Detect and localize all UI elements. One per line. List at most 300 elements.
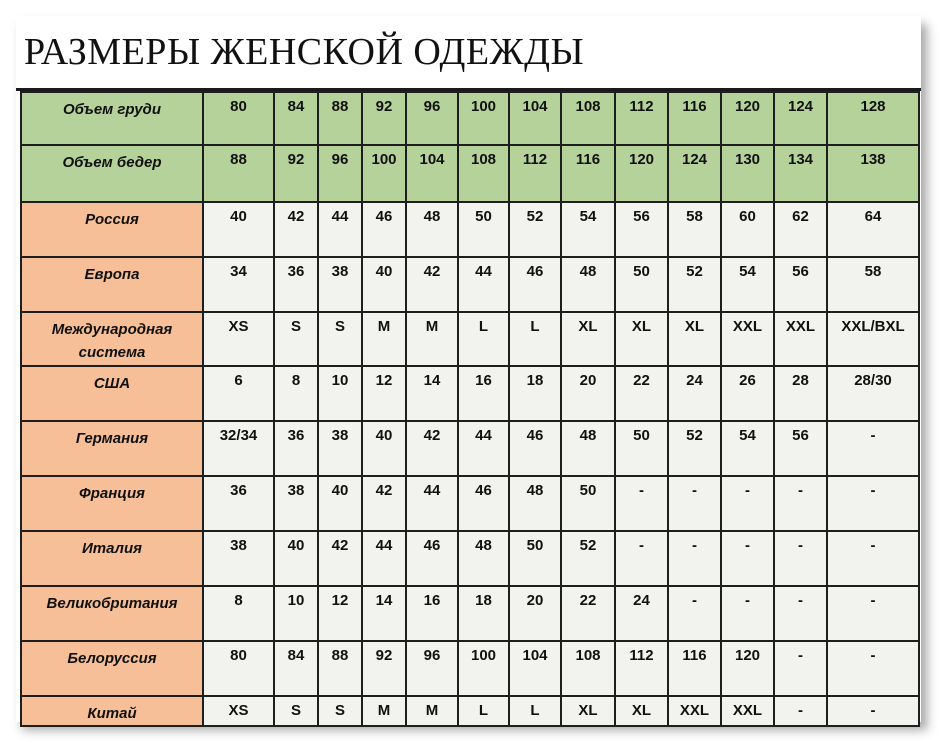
size-value: 108 [575, 98, 601, 115]
size-cell [509, 257, 561, 312]
size-value: 38 [331, 427, 349, 444]
row-label-text: Белоруссия [67, 650, 157, 667]
size-cell [203, 531, 274, 586]
size-cell [318, 531, 362, 586]
size-value: 22 [633, 372, 650, 389]
size-cell [615, 202, 668, 257]
size-value: 48 [526, 482, 544, 499]
size-cell [774, 366, 827, 421]
size-cell [561, 476, 615, 531]
size-value: 8 [234, 592, 243, 609]
size-cell [721, 312, 774, 366]
size-cell [458, 145, 509, 202]
size-cell [203, 366, 274, 421]
size-value: 28/30 [854, 372, 892, 389]
size-cell [203, 202, 274, 257]
size-value: 92 [287, 151, 305, 168]
size-cell [274, 366, 318, 421]
table-row [21, 257, 919, 312]
size-cell [509, 202, 561, 257]
size-value: 42 [375, 482, 393, 499]
size-value: 44 [475, 427, 492, 444]
size-value: XXL [732, 702, 763, 719]
size-cell [274, 145, 318, 202]
size-value: 96 [331, 151, 349, 168]
size-cell [458, 202, 509, 257]
size-cell [615, 366, 668, 421]
size-cell [458, 696, 509, 726]
size-cell [561, 641, 615, 696]
size-cell [406, 586, 458, 641]
size-cell [827, 92, 919, 145]
size-value: 104 [522, 98, 548, 115]
size-value: 42 [331, 537, 349, 554]
row-label-text: Россия [85, 211, 139, 228]
size-value: M [425, 318, 439, 335]
size-cell [561, 586, 615, 641]
size-cell [318, 312, 362, 366]
size-cell [318, 586, 362, 641]
size-cell [668, 312, 721, 366]
size-value: 56 [792, 263, 809, 280]
size-value: 20 [579, 372, 597, 389]
size-cell [668, 696, 721, 726]
size-value: XXL [679, 702, 710, 719]
size-cell [615, 696, 668, 726]
size-value: M [377, 318, 391, 335]
size-value: - [870, 647, 876, 664]
size-cell [458, 531, 509, 586]
size-cell [668, 92, 721, 145]
size-value: 130 [734, 151, 761, 168]
size-value: - [639, 537, 644, 554]
size-value: 46 [423, 537, 441, 554]
size-value: XL [684, 318, 705, 335]
size-cell [274, 696, 318, 726]
size-cell [827, 257, 919, 312]
size-value: 88 [230, 151, 247, 168]
size-cell [721, 92, 774, 145]
size-cell [406, 366, 458, 421]
size-cell [509, 145, 561, 202]
size-value: 56 [792, 427, 809, 444]
row-label [21, 202, 203, 257]
size-value: 58 [864, 263, 882, 280]
size-value: 52 [579, 537, 597, 554]
size-cell [615, 312, 668, 366]
size-value: 100 [470, 647, 497, 664]
size-cell [827, 476, 919, 531]
size-cell [827, 641, 919, 696]
size-cell [406, 641, 458, 696]
size-value: 124 [787, 98, 814, 115]
size-cell [615, 586, 668, 641]
size-value: 48 [579, 263, 597, 280]
row-label-text: Объем бедер [62, 154, 162, 171]
size-cell [827, 366, 919, 421]
size-value: 14 [423, 372, 441, 389]
size-value: 14 [375, 592, 393, 609]
size-cell [274, 531, 318, 586]
size-cell [362, 696, 406, 726]
size-cell [362, 421, 406, 476]
size-value: - [870, 482, 876, 499]
size-value: 104 [522, 647, 548, 664]
size-cell [318, 92, 362, 145]
size-cell [721, 586, 774, 641]
size-value: 48 [475, 537, 492, 554]
size-cell [318, 641, 362, 696]
size-value: 40 [375, 427, 393, 444]
size-value: 124 [681, 151, 708, 168]
size-value: 52 [686, 263, 703, 280]
size-cell [561, 145, 615, 202]
size-value: - [798, 482, 803, 499]
size-value: 38 [230, 537, 247, 554]
row-label [21, 531, 203, 586]
size-value: 34 [230, 263, 247, 280]
size-value: XL [578, 318, 598, 335]
size-cell [721, 257, 774, 312]
size-value: 6 [234, 372, 243, 389]
size-table [20, 91, 920, 727]
size-cell [203, 257, 274, 312]
size-cell [827, 531, 919, 586]
size-value: - [745, 482, 750, 499]
size-value: 112 [522, 151, 548, 168]
size-value: 88 [331, 98, 349, 115]
size-cell [318, 366, 362, 421]
size-value: XXL/BXL [841, 318, 905, 335]
table-row [21, 421, 919, 476]
size-cell [668, 421, 721, 476]
size-cell [458, 257, 509, 312]
size-cell [318, 696, 362, 726]
size-cell [721, 421, 774, 476]
size-value: 64 [864, 208, 882, 225]
size-cell [774, 92, 827, 145]
size-cell [509, 312, 561, 366]
size-cell [362, 92, 406, 145]
table-row [21, 145, 919, 202]
size-value: 52 [686, 427, 703, 444]
size-cell [458, 92, 509, 145]
size-value: 42 [423, 427, 441, 444]
size-value: 50 [475, 208, 492, 225]
size-value: 46 [526, 263, 544, 280]
size-value: 22 [579, 592, 597, 609]
size-cell [615, 257, 668, 312]
size-cell [362, 312, 406, 366]
size-value: - [870, 592, 876, 609]
size-cell [509, 641, 561, 696]
size-value: 24 [633, 592, 650, 609]
size-cell [668, 476, 721, 531]
size-cell [406, 257, 458, 312]
size-value: 50 [633, 427, 650, 444]
size-cell [561, 366, 615, 421]
size-cell [362, 202, 406, 257]
size-value: 10 [287, 592, 305, 609]
size-value: 28 [792, 372, 809, 389]
size-cell [406, 421, 458, 476]
row-label-text: Великобритания [46, 595, 178, 612]
row-label [21, 696, 203, 726]
size-value: 40 [331, 482, 349, 499]
size-cell [509, 476, 561, 531]
size-cell [615, 531, 668, 586]
row-label-text: Франция [79, 485, 145, 502]
size-cell [615, 92, 668, 145]
size-cell [318, 145, 362, 202]
size-value: 60 [739, 208, 756, 225]
size-value: 56 [633, 208, 650, 225]
page-title: РАЗМЕРЫ ЖЕНСКОЙ ОДЕЖДЫ [24, 31, 585, 73]
size-cell [458, 641, 509, 696]
size-cell [668, 366, 721, 421]
size-cell [274, 476, 318, 531]
size-value: - [692, 592, 697, 609]
table-row [21, 92, 919, 145]
size-cell [509, 586, 561, 641]
size-cell [615, 641, 668, 696]
size-value: 42 [287, 208, 305, 225]
size-cell [274, 92, 318, 145]
size-cell [406, 312, 458, 366]
size-cell [827, 586, 919, 641]
size-value: 100 [470, 98, 497, 115]
size-value: - [692, 537, 697, 554]
size-cell [561, 92, 615, 145]
row-label-text: США [93, 375, 131, 392]
size-value: 134 [787, 151, 814, 168]
size-value: 10 [331, 372, 349, 389]
table-row [21, 202, 919, 257]
size-cell [203, 476, 274, 531]
size-cell [318, 202, 362, 257]
size-value: 112 [629, 647, 654, 664]
size-value: 8 [291, 372, 301, 389]
size-value: - [798, 537, 803, 554]
size-cell [668, 641, 721, 696]
size-value: 46 [375, 208, 393, 225]
size-value: 54 [739, 263, 756, 280]
row-label-text: Объем груди [63, 101, 161, 118]
size-value: 116 [682, 647, 707, 664]
size-cell [774, 696, 827, 726]
size-value: XS [228, 318, 249, 335]
size-value: 116 [682, 98, 707, 115]
size-cell [274, 202, 318, 257]
size-value: 52 [526, 208, 544, 225]
size-value: 92 [375, 647, 393, 664]
size-cell [721, 366, 774, 421]
size-cell [721, 476, 774, 531]
row-label-text: Италия [82, 540, 142, 557]
row-label-text: Китай [87, 705, 137, 722]
size-value: 100 [371, 151, 397, 168]
size-cell [615, 476, 668, 531]
size-value: - [745, 537, 750, 554]
size-value: 46 [526, 427, 544, 444]
row-label [21, 641, 203, 696]
size-cell [721, 641, 774, 696]
size-value: 18 [526, 372, 544, 389]
size-cell [774, 202, 827, 257]
size-cell [827, 421, 919, 476]
row-label-text: Международная система [51, 321, 173, 361]
row-label [21, 366, 203, 421]
size-value: 24 [686, 372, 703, 389]
size-value: XL [631, 318, 652, 335]
size-cell [203, 312, 274, 366]
size-value: 48 [423, 208, 441, 225]
row-label [21, 312, 203, 366]
size-cell [721, 145, 774, 202]
size-cell [774, 586, 827, 641]
size-value: 32/34 [219, 427, 258, 444]
size-cell [774, 641, 827, 696]
size-value: 108 [470, 151, 497, 168]
size-value: 44 [423, 482, 441, 499]
size-value: 84 [287, 98, 305, 115]
size-cell [615, 421, 668, 476]
size-value: 108 [575, 647, 601, 664]
size-value: 50 [633, 263, 650, 280]
size-value: 116 [575, 151, 601, 168]
size-value: 40 [375, 263, 393, 280]
table-row [21, 586, 919, 641]
size-value: 16 [475, 372, 492, 389]
size-value: 38 [287, 482, 305, 499]
size-cell [561, 531, 615, 586]
size-value: 54 [579, 208, 597, 225]
size-cell [406, 696, 458, 726]
size-cell [203, 696, 274, 726]
size-value: 120 [734, 647, 761, 664]
size-value: 120 [734, 98, 761, 115]
size-value: XXL [732, 318, 763, 335]
size-cell [827, 202, 919, 257]
size-value: 42 [423, 263, 441, 280]
size-value: 44 [375, 537, 393, 554]
size-cell [274, 257, 318, 312]
size-cell [827, 145, 919, 202]
size-cell [561, 202, 615, 257]
size-cell [458, 476, 509, 531]
size-value: - [692, 482, 697, 499]
size-cell [668, 145, 721, 202]
size-cell [406, 531, 458, 586]
size-cell [561, 696, 615, 726]
size-value: 80 [230, 647, 247, 664]
size-cell [406, 476, 458, 531]
row-label [21, 92, 203, 145]
size-value: 96 [423, 98, 441, 115]
size-value: 138 [860, 151, 886, 168]
size-cell [774, 476, 827, 531]
size-cell [274, 421, 318, 476]
table-row [21, 476, 919, 531]
size-value: - [639, 482, 644, 499]
size-cell [318, 257, 362, 312]
size-cell [561, 421, 615, 476]
size-cell [458, 421, 509, 476]
size-cell [509, 696, 561, 726]
size-value: 104 [419, 151, 445, 168]
size-value: S [334, 318, 345, 335]
size-cell [406, 92, 458, 145]
size-value: 92 [375, 98, 393, 115]
size-cell [561, 312, 615, 366]
size-cell [509, 531, 561, 586]
size-value: 18 [475, 592, 492, 609]
size-cell [509, 366, 561, 421]
size-value: 26 [739, 372, 756, 389]
size-cell [561, 257, 615, 312]
size-value: 96 [423, 647, 441, 664]
size-value: 50 [526, 537, 544, 554]
row-label [21, 145, 203, 202]
size-value: 44 [475, 263, 492, 280]
size-value: 46 [475, 482, 492, 499]
size-cell [362, 366, 406, 421]
size-value: - [798, 647, 803, 664]
size-value: - [870, 537, 876, 554]
size-value: L [530, 702, 540, 719]
row-label [21, 476, 203, 531]
size-cell [318, 476, 362, 531]
size-cell [509, 421, 561, 476]
row-label-text: Германия [75, 430, 149, 447]
size-value: 54 [739, 427, 756, 444]
size-cell [774, 257, 827, 312]
table-row [21, 312, 919, 366]
size-cell [362, 586, 406, 641]
size-cell [774, 531, 827, 586]
size-cell [774, 145, 827, 202]
size-value: S [290, 702, 301, 719]
size-cell [668, 531, 721, 586]
size-value: 88 [331, 647, 349, 664]
size-value: 40 [230, 208, 247, 225]
row-label-text: Европа [84, 266, 140, 283]
size-value: - [798, 702, 803, 719]
size-value: 12 [375, 372, 393, 389]
size-value: 58 [686, 208, 703, 225]
size-value: 16 [423, 592, 441, 609]
table-row [21, 641, 919, 696]
size-cell [458, 366, 509, 421]
size-value: L [530, 318, 540, 335]
size-value: 80 [230, 98, 247, 115]
size-value: M [425, 702, 439, 719]
size-value: XS [228, 702, 249, 719]
size-value: XL [578, 702, 598, 719]
size-value: - [798, 592, 803, 609]
size-value: 112 [629, 98, 654, 115]
size-value: S [290, 318, 301, 335]
size-cell [318, 421, 362, 476]
size-value: 84 [287, 647, 305, 664]
size-value: 40 [287, 537, 305, 554]
size-cell [362, 257, 406, 312]
size-cell [362, 531, 406, 586]
size-value: 38 [331, 263, 349, 280]
size-cell [774, 312, 827, 366]
size-cell [721, 202, 774, 257]
row-label [21, 257, 203, 312]
